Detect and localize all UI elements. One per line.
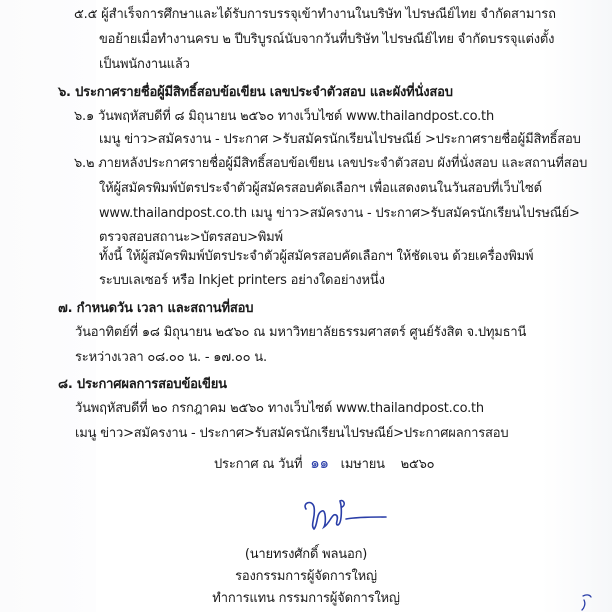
item-5-5-line-1: ๕.๕ ผู้สำเร็จการศึกษาและได้รับการบรรจุเข้าทำงานในบริษัท ไปรษณีย์ไทย จำกัดสามารถ bbox=[74, 7, 556, 22]
item-number: ๕.๕ bbox=[74, 7, 98, 22]
date-month: เมษายน bbox=[340, 457, 385, 472]
item-6-2-line-1: ๖.๒ ภายหลังประกาศรายชื่อผู้มีสิทธิ์สอบข้อเขียน เลขประจำตัวสอบ ผังที่นั่งสอบ และสถานที่สอบ bbox=[74, 156, 588, 171]
item-6-2-line-2: ให้ผู้สมัครพิมพ์บัตรประจำตัวผู้สมัครสอบคัดเลือกฯ เพื่อแสดงตนในวันสอบที่เว็บไซต์ bbox=[99, 181, 542, 196]
section-7-line-1: วันอาทิตย์ที่ ๑๘ มิถุนายน ๒๕๖๐ ณ มหาวิทยาลัยธรรมศาสตร์ ศูนย์รังสิต จ.ปทุมธานี bbox=[75, 325, 527, 340]
signatory-acting-title: ทำการแทน กรรมการผู้จัดการใหญ่ bbox=[212, 591, 400, 606]
section-8-line-2: เมนู ข่าว>สมัครงาน - ประกาศ>รับสมัครนักเรียนไปรษณีย์>ประกาศผลการสอบ bbox=[75, 426, 509, 441]
section-8-heading: ๘. ประกาศผลการสอบข้อเขียน bbox=[58, 377, 227, 392]
section-6-heading: ๖. ประกาศรายชื่อผู้มีสิทธิ์สอบข้อเขียน เลขประจำตัวสอบ และผังที่นั่งสอบ bbox=[58, 85, 453, 100]
section-8-line-1: วันพฤหัสบดีที่ ๒๐ กรกฎาคม ๒๕๖๐ ทางเว็บไซต์ www.thailandpost.co.th bbox=[75, 401, 484, 416]
scan-edge-right bbox=[542, 0, 612, 612]
item-number: ๖.๒ bbox=[74, 156, 95, 171]
signatory-title: รองกรรมการผู้จัดการใหญ่ bbox=[235, 569, 377, 584]
item-number: ๖.๑ bbox=[74, 109, 95, 124]
item-5-5-line-2: ขอย้ายเมื่อทำงานครบ ๒ ปีบริบูรณ์นับจากวันที่บริษัท ไปรษณีย์ไทย จำกัดบรรจุแต่งตั้ง bbox=[99, 32, 555, 47]
item-6-1-line-2: เมนู ข่าว>สมัครงาน - ประกาศ >รับสมัครนักเรียนไปรษณีย์ >ประกาศรายชื่อผู้มีสิทธิ์สอบ bbox=[99, 132, 581, 147]
item-5-5-line-3: เป็นพนักงานแล้ว bbox=[99, 57, 190, 72]
item-6-2-line-3: www.thailandpost.co.th เมนู ข่าว>สมัครงาน - ประกาศ>รับสมัครนักเรียนไปรษณีย์> bbox=[99, 206, 580, 221]
signatory-name: (นายทรงศักดิ์ พลนอก) bbox=[244, 547, 368, 562]
initial-mark-icon bbox=[580, 592, 594, 612]
section-7-line-2: ระหว่างเวลา ๐๘.๐๐ น. - ๑๗.๐๐ น. bbox=[75, 350, 267, 365]
date-prefix: ประกาศ ณ วันที่ bbox=[214, 457, 303, 472]
section-7-heading: ๗. กำหนดวัน เวลา และสถานที่สอบ bbox=[58, 301, 254, 316]
item-6-1-line-1: ๖.๑ วันพฤหัสบดีที่ ๘ มิถุนายน ๒๕๖๐ ทางเว็บไซต์ www.thailandpost.co.th bbox=[74, 109, 494, 124]
date-day-handwritten: ๑๑ bbox=[310, 454, 329, 472]
announcement-date bbox=[214, 454, 434, 474]
item-6-2-line-6: ระบบเลเซอร์ หรือ Inkjet printers อย่างใดอย่างหนึ่ง bbox=[99, 273, 385, 288]
item-6-2-line-5: ทั้งนี้ ให้ผู้สมัครพิมพ์บัตรประจำตัวผู้สมัครสอบคัดเลือกฯ ให้ชัดเจน ด้วยเครื่องพิมพ์ bbox=[99, 249, 534, 264]
date-year: ๒๕๖๐ bbox=[400, 457, 435, 472]
signature-icon bbox=[300, 495, 390, 535]
item-6-2-line-4: ตรวจสอบสถานะ>บัตรสอบ>พิมพ์ bbox=[99, 230, 283, 245]
